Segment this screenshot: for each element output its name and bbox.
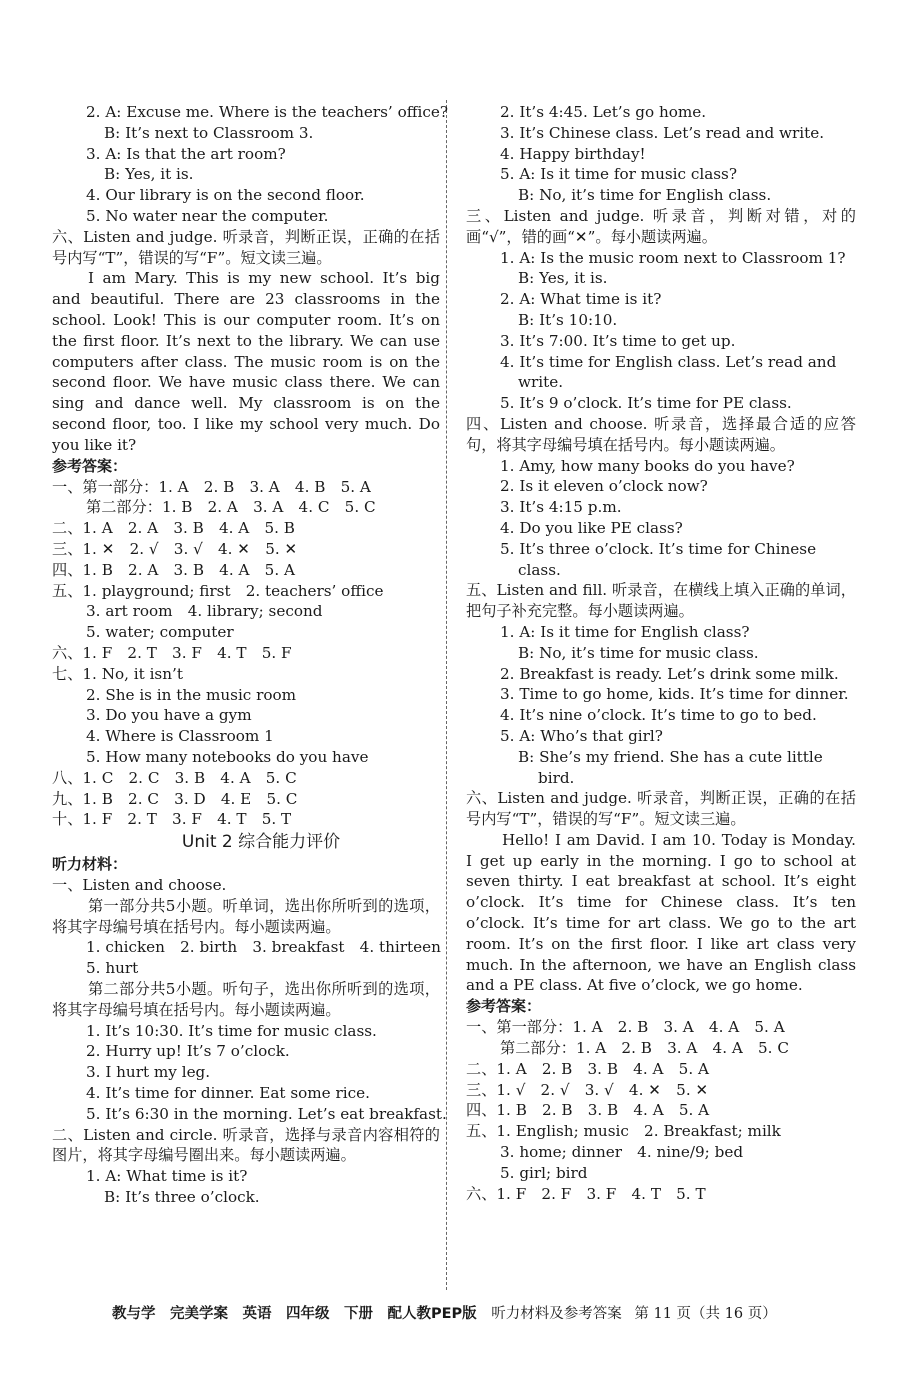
right-column-line: 5. A: Is it time for music class? [500, 165, 737, 184]
right-column-line: bird. [538, 768, 575, 787]
left-column-line: B: It’s three o’clock. [104, 1188, 260, 1207]
left-column-line: Unit 2 综合能力评价 [181, 832, 341, 853]
left-column [52, 102, 449, 1208]
right-column-line: 3. It’s Chinese class. Let’s read and write. [500, 123, 825, 142]
left-column-line: 3. A: Is that the art room? [86, 144, 286, 163]
left-column-line: 5. It’s 6:30 in the morning. Let’s eat breakfast. [86, 1104, 447, 1123]
left-column-line: 5. How many notebooks do you have [86, 747, 369, 766]
right-column-line: 二、1. A 2. B 3. B 4. A 5. A [466, 1059, 709, 1078]
page-footer [112, 1302, 785, 1323]
right-column-line: write. [518, 373, 564, 392]
left-column-line: 2. Hurry up! It’s 7 o’clock. [86, 1042, 290, 1061]
right-column-line: 三、1. √ 2. √ 3. √ 4. ✕ 5. ✕ [466, 1080, 709, 1099]
left-column-line: 一、Listen and choose. [52, 876, 227, 895]
left-column-line: 5. No water near the computer. [86, 206, 329, 225]
left-column-line: 听力材料： [52, 855, 128, 874]
footer-section: 听力材料及参考答案 [491, 1306, 622, 1322]
left-column-line: B: Yes, it is. [104, 165, 194, 184]
left-column-line: 3. art room 4. library; second [86, 602, 323, 621]
right-column-line: class. [518, 560, 561, 579]
left-column-line: 七、1. No, it isn’t [52, 664, 183, 683]
left-column-line: 第一部分共5小题。听单词，选出你所听到的选项，将其字母编号填在括号内。每小题读两遍。 [52, 896, 440, 936]
right-column-line: 三、Listen and judge. 听录音，判断对错，对的画“√”，错的画“✕”。每小题读两遍。 [466, 206, 856, 246]
right-column-line: 参考答案： [466, 997, 542, 1016]
right-column-line: 四、1. B 2. B 3. B 4. A 5. A [466, 1101, 710, 1120]
right-column-line: 3. Time to go home, kids. It’s time for dinner. [500, 685, 849, 704]
left-column-line: 第二部分共5小题。听句子，选出你所听到的选项，将其字母编号填在括号内。每小题读两遍。 [52, 980, 440, 1019]
right-column-line: 5. It’s 9 o’clock. It’s time for PE class. [500, 394, 792, 413]
left-column-line: 六、Listen and judge. 听录音，判断正误，正确的在括号内写“T”，错误的写“F”。短文读三遍。 [52, 227, 440, 267]
right-column-line: 3. It’s 4:15 p.m. [500, 498, 622, 517]
right-column-line: Hello! I am David. I am 10. Today is Monday. I get up early in the morning. I go to school at seven thirty. I eat breakfast at school. It’s eight o’clock. It’s time for Chinese class. It’s ten o’clock. It’s time for art class. We go to the art room. It’s on the first floor. I like art class very much. In the afternoon, we have an English class and a PE class. At five o’clock, we go home. [466, 830, 856, 995]
right-column-line: 2. It’s 4:45. Let’s go home. [500, 103, 707, 121]
right-column-line: B: She’s my friend. She has a cute little [518, 747, 823, 766]
left-column-line: 4. It’s time for dinner. Eat some rice. [86, 1084, 370, 1103]
left-column-line: 3. I hurt my leg. [86, 1063, 211, 1082]
left-column-line: 十、1. F 2. T 3. F 4. T 5. T [52, 810, 292, 829]
right-column-line: 六、1. F 2. F 3. F 4. T 5. T [466, 1184, 706, 1203]
right-column-line: 一、第一部分：1. A 2. B 3. A 4. A 5. A [466, 1018, 785, 1037]
footer-book-title: 教与学 完美学案 英语 四年级 下册 配人教PEP版 [112, 1306, 477, 1322]
left-column-line: 五、1. playground; first 2. teachers’ office [52, 581, 384, 600]
right-column-line: 四、Listen and choose. 听录音，选择最合适的应答句，将其字母编号填在括号内。每小题读两遍。 [466, 414, 856, 454]
left-column-line: 六、1. F 2. T 3. F 4. T 5. F [52, 643, 292, 662]
right-column-line: 1. Amy, how many books do you have? [500, 456, 795, 475]
right-column-line: 第二部分：1. A 2. B 3. A 4. A 5. C [500, 1039, 789, 1058]
left-column-line: 四、1. B 2. A 3. B 4. A 5. A [52, 560, 295, 579]
left-column-line: 第二部分：1. B 2. A 3. A 4. C 5. C [86, 498, 376, 517]
right-column-line: 2. A: What time is it? [500, 290, 662, 309]
left-column-line: 4. Where is Classroom 1 [86, 727, 274, 746]
left-column-line: 2. She is in the music room [86, 685, 297, 704]
left-column-line: B: It’s next to Classroom 3. [104, 123, 314, 142]
right-column-line: 六、Listen and judge. 听录音，判断正误，正确的在括号内写“T”，错误的写“F”。短文读三遍。 [466, 789, 856, 829]
left-column-line: 三、1. ✕ 2. √ 3. √ 4. ✕ 5. ✕ [52, 539, 298, 558]
left-column-line: 1. It’s 10:30. It’s time for music class. [86, 1021, 377, 1040]
right-column-line: 4. It’s nine o’clock. It’s time to go to bed. [500, 706, 817, 725]
right-column-line: 1. A: Is the music room next to Classroom 1? [500, 248, 846, 267]
right-column [466, 102, 856, 1204]
left-column-line: 二、1. A 2. A 3. B 4. A 5. B [52, 519, 295, 538]
right-column-line: 3. It’s 7:00. It’s time to get up. [500, 331, 736, 350]
right-column-line: B: It’s 10:10. [518, 310, 618, 329]
left-column-line: 九、1. B 2. C 3. D 4. E 5. C [52, 789, 298, 808]
right-column-line: B: No, it’s time for music class. [518, 643, 759, 662]
left-column-line: 二、Listen and circle. 听录音，选择与录音内容相符的图片，将其字母编号圈出来。每小题读两遍。 [52, 1125, 440, 1165]
left-column-line: 1. A: What time is it? [86, 1167, 248, 1186]
right-column-line: 2. Breakfast is ready. Let’s drink some milk. [500, 664, 839, 683]
right-column-line: B: Yes, it is. [518, 269, 608, 288]
left-column-line: 2. A: Excuse me. Where is the teachers’ office? [86, 103, 449, 121]
right-column-line: 五、Listen and fill. 听录音，在横线上填入正确的单词，把句子补充完整。每小题读两遍。 [466, 581, 856, 621]
right-column-line: 4. Happy birthday! [500, 144, 646, 163]
left-column-line: I am Mary. This is my new school. It’s big and beautiful. There are 23 classrooms in the school. Look! This is our computer room. It’s on the first floor. It’s next to the library. We can use computers after class. The music room is on the second floor. We have music class there. We can sing and dance well. My classroom is on the second floor, too. I like my school very much. Do you like it? [52, 269, 440, 454]
right-column-line: 5. A: Who’s that girl? [500, 726, 663, 745]
right-column-line: 1. A: Is it time for English class? [500, 622, 750, 641]
footer-page-number: 第 11 页（共 16 页） [634, 1306, 777, 1322]
left-column-line: 参考答案： [52, 456, 128, 475]
left-column-line: 一、第一部分：1. A 2. B 3. A 4. B 5. A [52, 477, 371, 496]
right-column-line: 5. girl; bird [500, 1163, 588, 1182]
right-column-line: 3. home; dinner 4. nine/9; bed [500, 1143, 744, 1162]
right-column-line: 2. Is it eleven o’clock now? [500, 477, 708, 496]
left-column-line: 3. Do you have a gym [86, 706, 252, 725]
right-column-line: 4. It’s time for English class. Let’s read and [500, 352, 837, 371]
right-column-line: 4. Do you like PE class? [500, 518, 683, 537]
right-column-line: B: No, it’s time for English class. [518, 186, 772, 205]
left-column-line: 1. chicken 2. birth 3. breakfast 4. thirteen [86, 938, 441, 957]
left-column-line: 八、1. C 2. C 3. B 4. A 5. C [52, 768, 297, 787]
left-column-line: 5. hurt [86, 959, 139, 978]
left-column-line: 4. Our library is on the second floor. [86, 186, 365, 205]
left-column-line: 5. water; computer [86, 623, 234, 642]
right-column-line: 5. It’s three o’clock. It’s time for Chinese [500, 539, 817, 558]
right-column-line: 五、1. English; music 2. Breakfast; milk [466, 1122, 781, 1141]
